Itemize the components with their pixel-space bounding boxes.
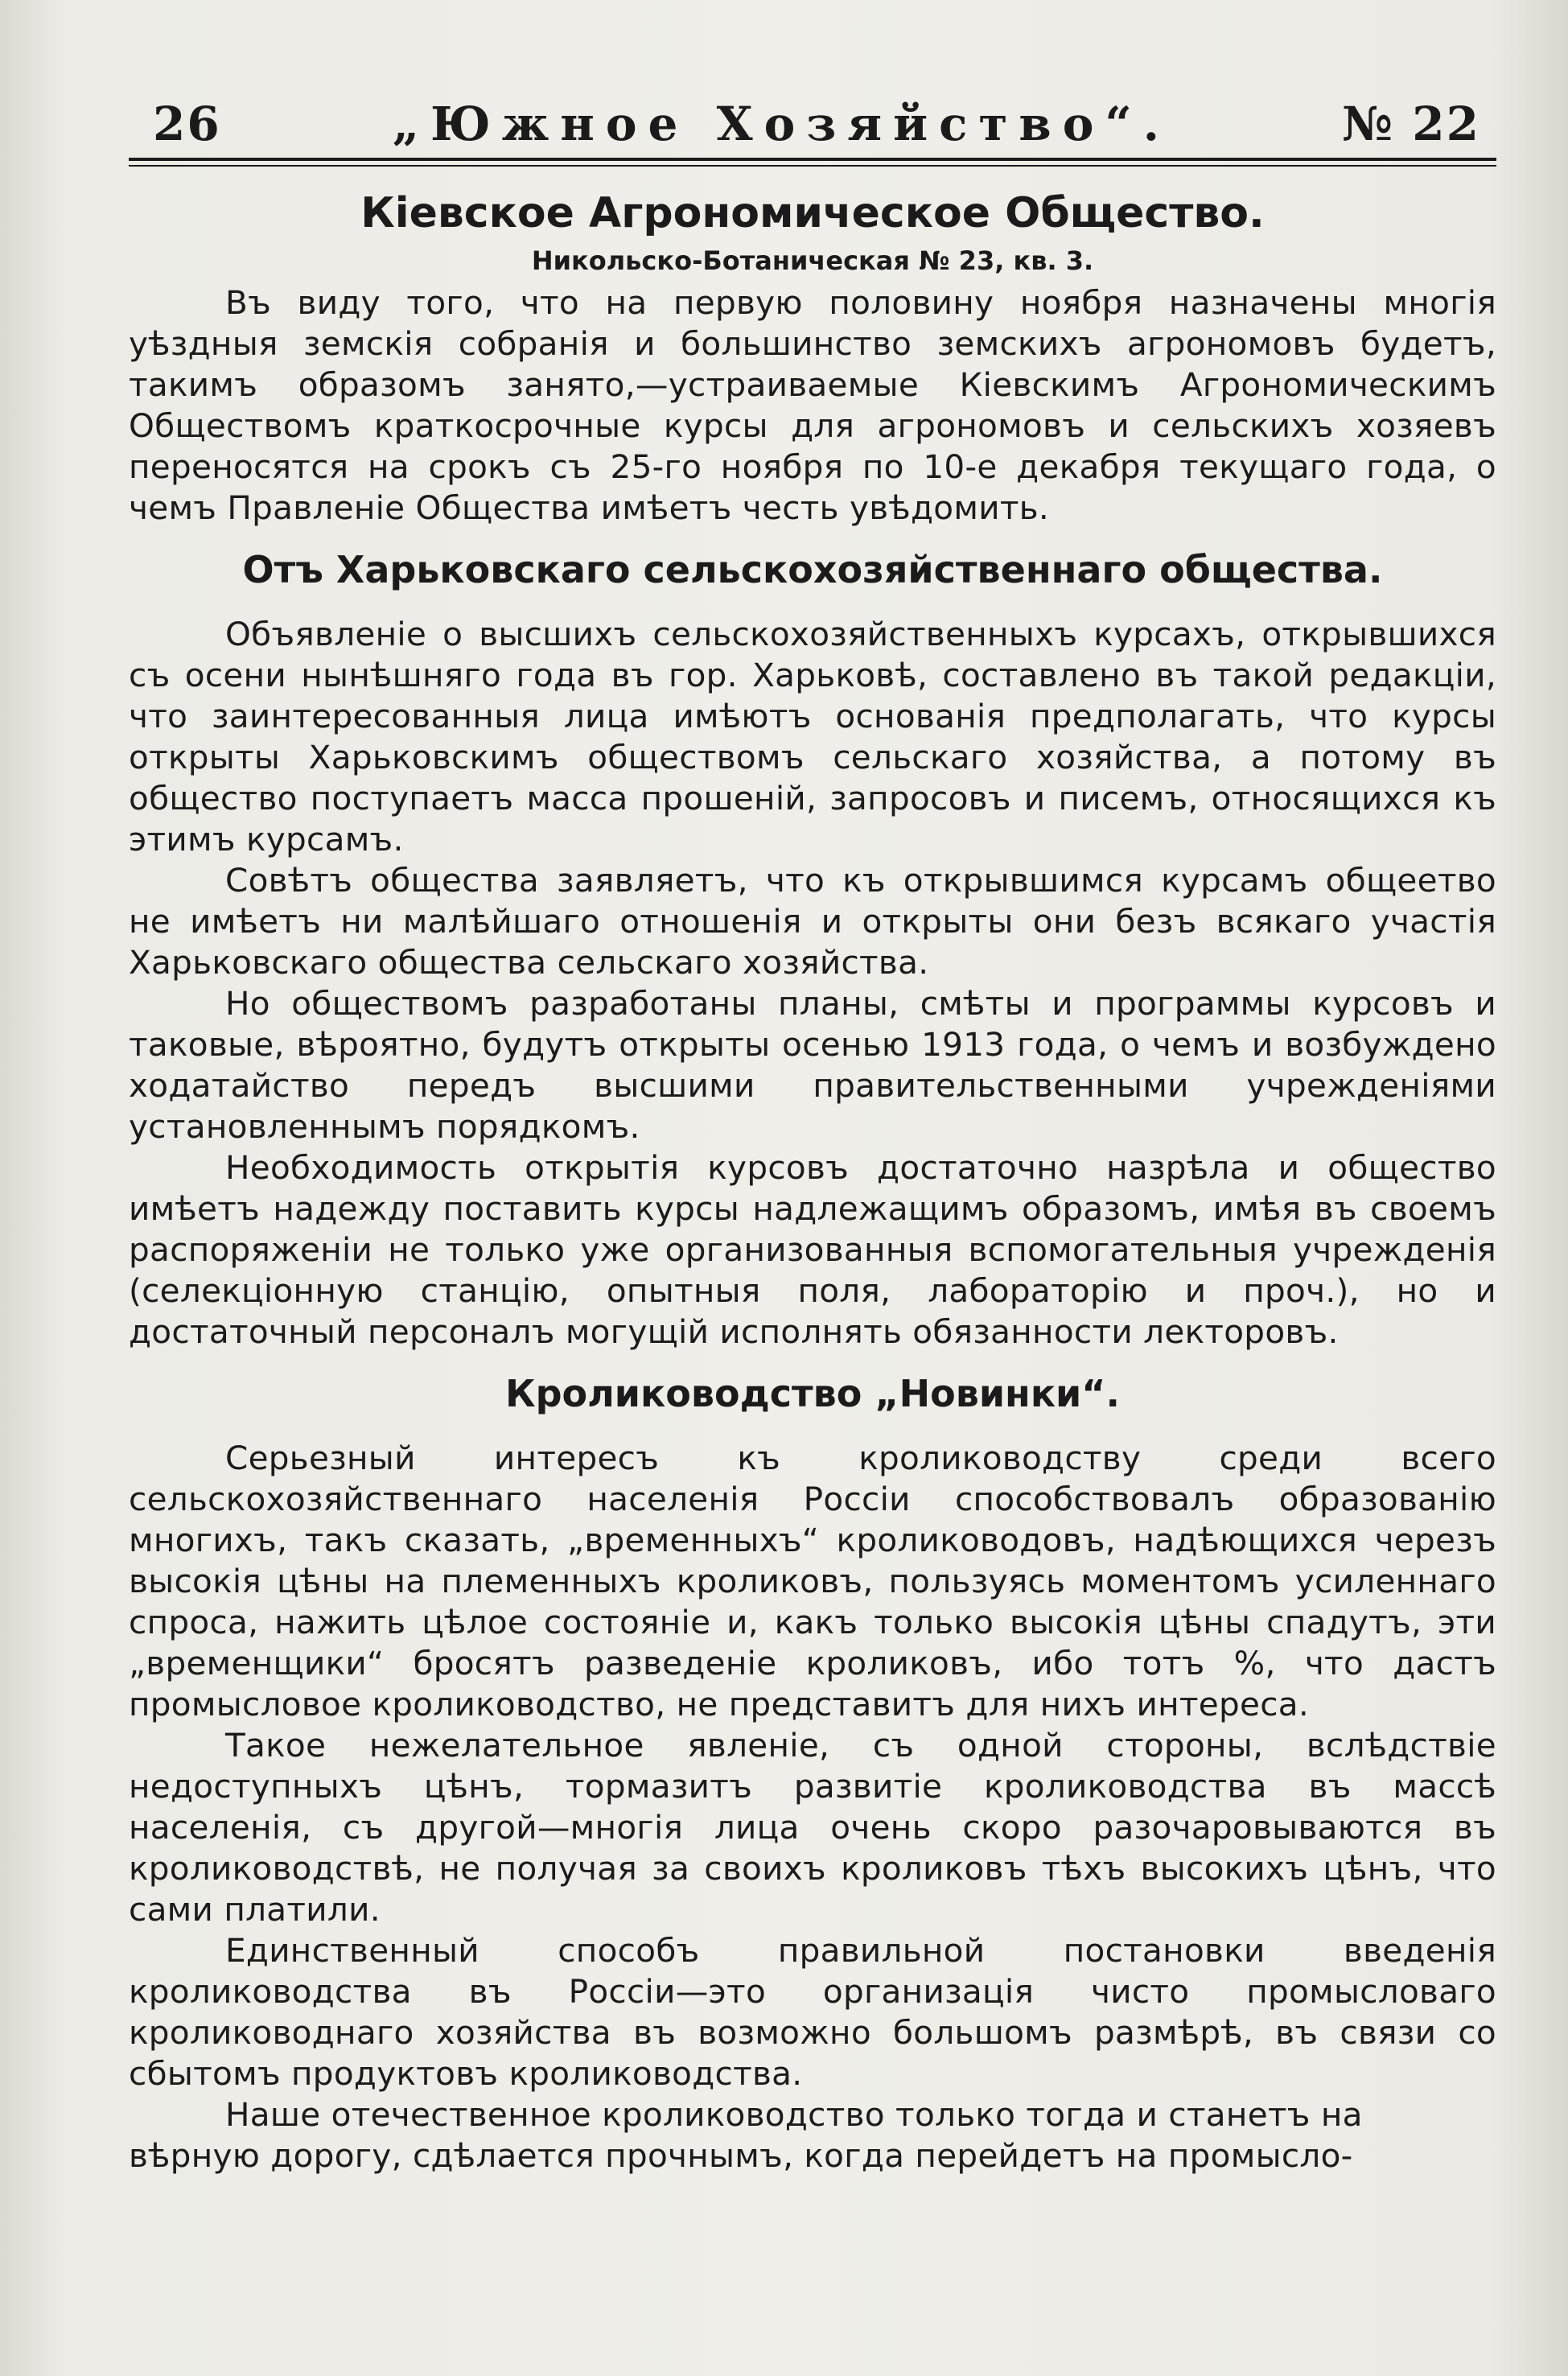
paragraph: Но обществомъ разработаны планы, смѣты и программы курсовъ и таковые, вѣроятно, будутъ открыты осенью 1913 года, о чемъ и возбуждено ходатайство передъ высшими правительственными учрежденіями установленнымъ порядкомъ.: [129, 984, 1496, 1146]
paragraph: Серьезный интересъ къ кролиководству среди всего сельскохозяйственнаго населенія Россіи способствовалъ образованію многихъ, такъ сказать, „временныхъ“ кролиководовъ, надѣющихся черезъ высокія цѣны на племенныхъ кроликовъ, пользуясь моментомъ усиленнаго спроса, нажить цѣлое состояніе и, какъ только высокія цѣны спадутъ, эти „временщики“ бросятъ разведеніе кроликовъ, ибо тотъ %, что дастъ промысловое кролиководство, не представитъ для нихъ интереса.: [129, 1439, 1496, 1723]
paragraph: Наше отечественное кролиководство только тогда и станетъ на вѣрную дорогу, сдѣлается прочнымъ, когда перейдетъ на промысло-: [129, 2095, 1363, 2175]
section-title: Кролиководство „Новинки“.: [504, 1372, 1120, 1415]
paragraph: Совѣтъ общества заявляетъ, что къ открывшимся курсамъ общеетво не имѣетъ ни малѣйшаго отношенія и открыты они безъ всякаго участія Харьковскаго общества сельскаго хозяйства.: [129, 861, 1496, 982]
paragraph: Объявленіе о высшихъ сельскохозяйственныхъ курсахъ, открывшихся съ осени нынѣшняго года въ гор. Харьковѣ, составлено въ такой редакціи, что заинтересованныя лица имѣютъ основанія предполагать, что курсы открыты Харьковскимъ обществомъ сельскаго хозяйства, а потому въ общество поступаетъ масса прошеній, запросовъ и писемъ, относящихся къ этимъ курсамъ.: [129, 615, 1496, 859]
section-kharkov-society: [129, 548, 1496, 1353]
journal-title: „Южное Хозяйство“.: [392, 97, 1171, 151]
section-title: Отъ Харьковскаго сельскохозяйственнаго общества.: [242, 548, 1383, 591]
page-content: [129, 97, 1496, 2176]
paragraph: Единственный способъ правильной постановки введенія кролиководства въ Россіи—это организація чисто промысловаго кролиководнаго хозяйства въ возможно большомъ размѣрѣ, въ связи со сбытомъ продуктовъ кролиководства.: [129, 1931, 1496, 2093]
header-rule-thick: [129, 158, 1496, 161]
page-number: 26: [153, 97, 221, 151]
section-address: Никольско-Ботаническая № 23, кв. 3.: [531, 245, 1094, 276]
paragraph: Необходимость открытія курсовъ достаточно назрѣла и общество имѣетъ надежду поставить курсы надлежащимъ образомъ, имѣя въ своемъ распоряженіи не только уже организованныя вспомогательныя учрежденія (селекціонную станцію, опытныя поля, лабораторію и проч.), но и достаточный персоналъ могущій исполнять обязанности лекторовъ.: [129, 1148, 1496, 1351]
header-rule-thin: [129, 165, 1496, 167]
paragraph: Въ виду того, что на первую половину ноября назначены многія уѣздныя земскія собранія и большинство земскихъ агрономовъ будетъ, такимъ образомъ занято,—устраиваемые Кіевскимъ Агрономическимъ Обществомъ краткосрочные курсы для агрономовъ и сельскихъ хозяевъ переносятся на срокъ съ 25-го ноября по 10-е декабря текущаго года, о чемъ Правленіе Общества имѣетъ честь увѣдомить.: [129, 283, 1496, 527]
section-kiev-society: [129, 189, 1496, 529]
section-title: Кіевское Агрономическое Общество.: [360, 189, 1265, 237]
running-header: [129, 97, 1496, 156]
issue-number: № 22: [1342, 97, 1480, 151]
paragraph: Такое нежелательное явленіе, съ одной стороны, вслѣдствіе недоступныхъ цѣнъ, тормазитъ развитіе кролиководства въ массѣ населенія, съ другой—многія лица очень скоро разочаровываются въ кролиководствѣ, не получая за своихъ кроликовъ тѣхъ высокихъ цѣнъ, что сами платили.: [129, 1726, 1496, 1929]
section-rabbit-breeding: [129, 1372, 1496, 2176]
